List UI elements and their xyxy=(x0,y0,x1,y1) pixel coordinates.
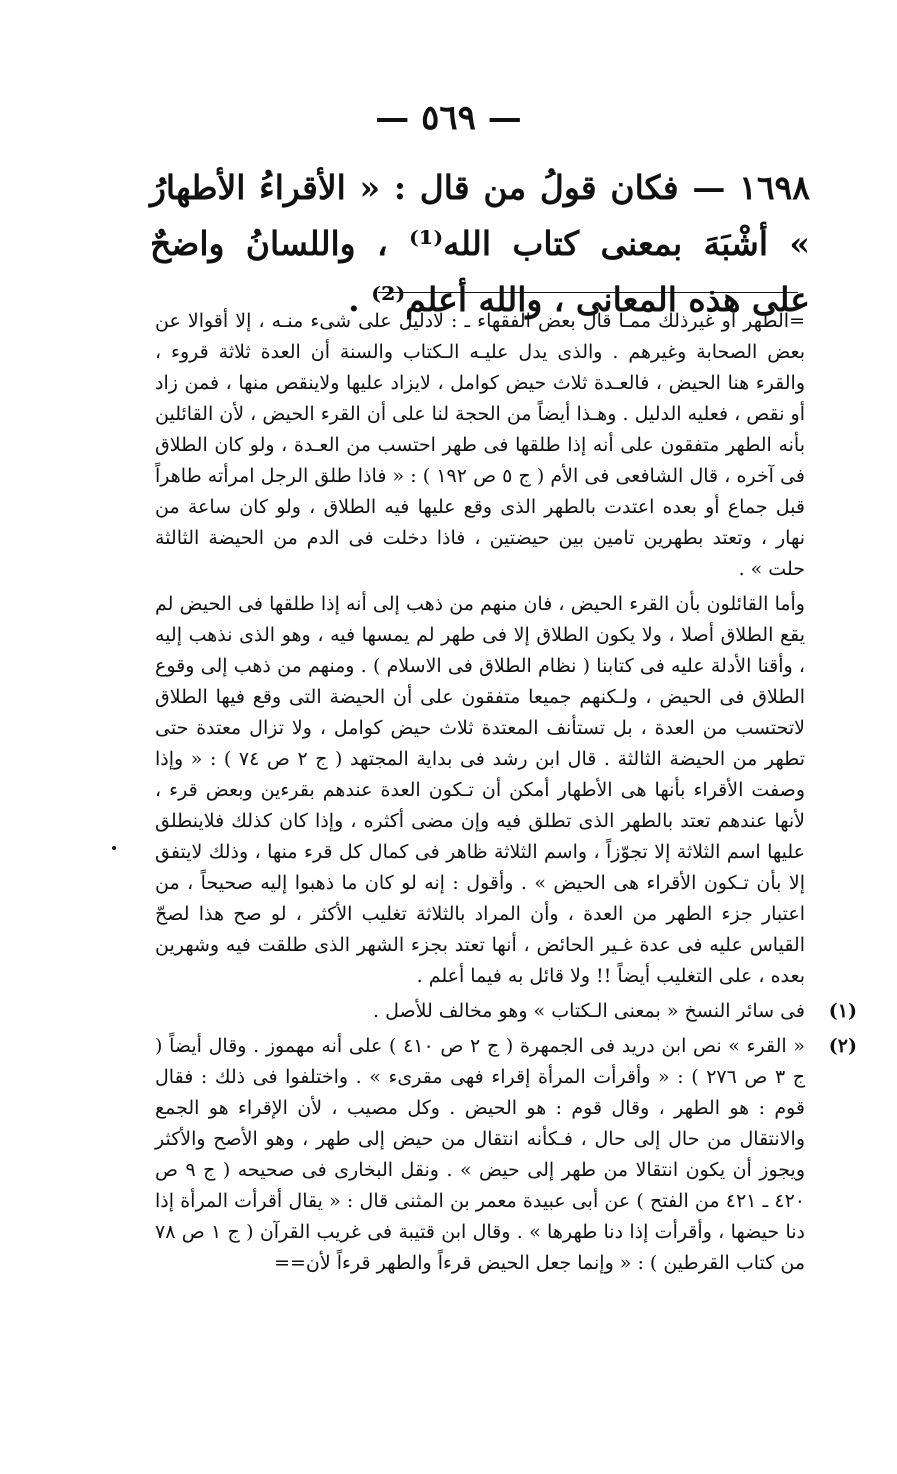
footnote-1-text: فى سائر النسخ « بمعنى الـكتاب » وهو مخالف للأصل . xyxy=(373,1000,805,1022)
footnote-1 xyxy=(155,996,857,1027)
main-text-paragraph xyxy=(150,160,810,328)
margin-dot xyxy=(112,846,116,850)
main-text-body: — فكان قولُ من قال : « الأقراءُ الأطهارُ » أشْبَهَ بمعنى كتاب الله⁽¹⁾ ، واللسانُ واضحٌ على هذه المعانى ، والله أعلم⁽²⁾ . xyxy=(150,168,811,319)
commentary-paragraph-1: =الطهر أو غيرذلك ممـا قال بعض الفقهاء ـ : لادليل على شىء منـه ، إلا أقوالا عن بعض الصحابة وغيرهم . والذى يدل عليـه الـكتاب والسنة أن العدة ثلاثة قروء ، والقرء هنا الحيض ، فالعـدة ثلاث حيض كوامل ، لايزاد عليها ولاينقص منها ، فمن زاد أو نقص ، فعليه الدليل . وهـذا أيضاً من الحجة لنا على أن القرء الحيض ، لأن القائلين بأنه الطهر متفقون على أنه إذا طلقها فى طهر احتسب من العـدة ، ولو كان الطلاق فى آخره ، قال الشافعى فى الأم ( ج ٥ ص ١٩٢ ) : « فاذا طلق الرجل امرأته طاهراً قبل جماع أو بعده اعتدت بالطهر الذى وقع عليها فيه الطلاق ، ولو كان ساعة من نهار ، وتعتد بطهرين تامين بين حيضتين ، فاذا دخلت فى الدم من الحيضة الثالثة حلت » . xyxy=(155,310,805,580)
footnote-1-marker: (١) xyxy=(828,1000,857,1022)
footnote-2 xyxy=(155,1031,857,1279)
paragraph-number: ١٦٩٨ xyxy=(739,168,810,207)
footnote-separator-line xyxy=(378,292,798,293)
commentary-paragraph-2: وأما القائلون بأن القرء الحيض ، فان منهم من ذهب إلى أنه إذا طلقها فى الحيض لم يقع الطلاق أصلا ، ولا يكون الطلاق إلا فى طهر لم يمسها فيه ، وهو الذى نذهب إليه ، وأقنا الأدلة عليه فى كتابنا ( نظام الطلاق فى الاسلام ) . ومنهم من ذهب إلى وقوع الطلاق فى الحيض ، ولـكنهم جميعا متفقون على أن الحيضة التى وقع فيها الطلاق لاتحتسب من العدة ، بل تستأنف المعتدة ثلاث حيض كوامل ، ولا تزال معتدة حتى تطهر من الحيضة الثالثة . قال ابن رشد فى بداية المجتهد ( ج ٢ ص ٧٤ ) : « وإذا وصفت الأقراء بأنها هى الأطهار أمكن أن تـكون العدة عندهم بقرءين وبعض قرء ، لأنها عندهم تعتد بالطهر الذى تطلق فيه وإن مضى أكثره ، وإذا كان كذلك فلاينطلق عليها اسم الثلاثة إلا تجوّزاً ، واسم الثلاثة ظاهر فى كمال كل قرء منها ، وذلك لايتفق إلا بأن تـكون الأقراء هى الحيض » . وأقول : إنه لو كان ما ذهبوا إليه صحيحاً ، من اعتبار جزء الطهر من العدة ، وأن المراد بالثلاثة تغليب الأكثر ، لو صح هذا لصحّ القياس عليه فى عدة غـير الحائض ، أنها تعتد بجزء الشهر الذى طلقت فيه وشهرين بعده ، على التغليب أيضاً !! ولا قائل به فيما أعلم . xyxy=(155,593,805,987)
page-number: — ٥٦٩ — xyxy=(375,98,522,138)
footnote-2-marker: (٢) xyxy=(828,1035,857,1057)
commentary-block xyxy=(155,306,857,1279)
footnote-2-text: « القرء » نص ابن دريد فى الجمهرة ( ج ٢ ص ٤١٠ ) على أنه مهموز . وقال أيضاً ( ج ٣ ص ٢٧٦ ) : « وأقرأت المرأة إقراء فهى مقرىء » . واختلفوا فى ذلك : فقال قوم : هو الطهر ، وقال قوم : هو الحيض . وكل مصيب ، لأن الإقراء هو الجمع والانتقال من حال إلى حال ، فـكأنه انتقال من حيض إلى طهر ، وهو الأصح والأكثر ويجوز أن يكون انتقالا من طهر إلى حيض » . ونقل البخارى فى صحيحه ( ج ٩ ص ٤٢٠ ـ ٤٢١ من الفتح ) عن أبى عبيدة معمر بن المثنى قال : « يقال أقرأت المرأة إذا دنا حيضها ، وأقرأت إذا دنا طهرها » . وقال ابن قتيبة فى غريب القرآن ( ج ١ ص ٧٨ من كتاب القرطين ) : « وإنما جعل الحيض قرءاً والطهر قرءاً لأن== xyxy=(155,1035,805,1274)
